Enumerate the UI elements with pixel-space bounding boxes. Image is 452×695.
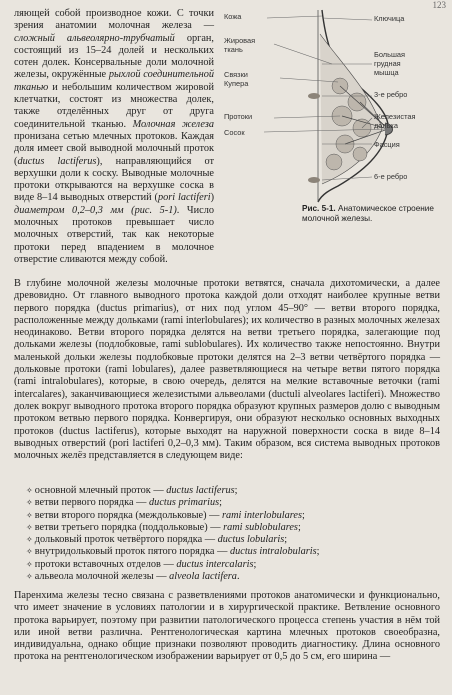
paragraph-intro xyxy=(14,8,214,266)
text-run: ) xyxy=(210,192,214,204)
text-run: и небольшим количеством жировой клетчатки, состоят из множества долек, также отделённых друг от друга соединительной тканью. xyxy=(14,81,214,130)
breast-anatomy-illustration xyxy=(222,4,452,204)
label-lobule: Железистая долька xyxy=(374,112,416,130)
text-italic: ductus lactiferus xyxy=(17,155,97,167)
list-item: ✧ ветви третьего порядка (поддольковые) — rami sublobulares; xyxy=(26,522,440,534)
text-italic: Молочная железа xyxy=(132,118,214,130)
list-item: ✧ дольковый проток четвёртого порядка — ductus lobularis; xyxy=(26,534,440,546)
label-rib3: 3-е ребро xyxy=(374,90,408,99)
list-item: ✧ протоки вставочных отделов — ductus intercalaris; xyxy=(26,559,440,571)
list-item: ✧ ветви второго порядка (междольковые) — rami interlobulares; xyxy=(26,510,440,522)
text-run: пронизана сетью млечных протоков. Каждая доля имеет свой выводной молочный проток ( xyxy=(14,130,214,167)
label-ligaments: Связки Купера xyxy=(224,70,249,88)
caption-number: Рис. 5-1. xyxy=(302,204,336,213)
label-rib6: 6-е ребро xyxy=(374,172,408,181)
label-ducts: Протоки xyxy=(224,112,253,121)
text-italic: pori lactiferi xyxy=(157,192,211,204)
page-number: 123 xyxy=(432,0,446,10)
list-item: ✧ основной млечный проток — ductus lactiferus; xyxy=(26,485,440,497)
caption-text: Анатомическое строение молочной железы. xyxy=(302,204,434,223)
list-item: ✧ внутридольковый проток пятого порядка — ductus intralobularis; xyxy=(26,546,440,558)
label-fat: Жировая ткань xyxy=(224,36,256,54)
text-italic: сложный альвеолярно-трубчатый xyxy=(14,32,175,44)
label-nipple: Сосок xyxy=(224,128,245,137)
label-skin: Кожа xyxy=(224,12,242,21)
figure-caption xyxy=(302,204,442,224)
text-run: ), направляющийся от верхушки доли к соску. Выводные молочные протоки открываются на верхушке соска в виде 8–14 выводных отверстий ( xyxy=(14,155,215,204)
text-italic: диаметром 0,2–0,3 мм (рис. 5-1) xyxy=(14,204,177,216)
duct-system-list xyxy=(26,485,440,583)
text-run: ляющей собой производное кожи. С точки зрения анатомии молочная железа — xyxy=(14,8,214,32)
label-clavicle: Ключица xyxy=(374,14,405,23)
breast-anatomy-figure xyxy=(222,4,452,294)
text-run: . Число молочных протоков превышает число молочных отверстий, так как некоторые протоки перед впадением в молочное отверстие сливаются между собой. xyxy=(14,204,214,265)
label-pectoralis: Большая грудная мышца xyxy=(374,50,406,77)
label-fascia: Фасция xyxy=(374,140,400,149)
text-italic: рыхлой соединительной тканью xyxy=(14,69,214,93)
paragraph-parenchyma: Паренхима железы тесно связана с разветвлениями протоков анатомически и функционально, что имеет значение в условиях патологии и в хирургической практике. Ветвление основного протока варьирует, поэтому при развитии патологического процесса степень участия в нём той или иной ветви различна. Рентгенологическая картина млечных протоков своеобразна, индивидуальна, однако общие признаки позволяют проводить диагностику. Длина основного протока на рентгенологическом изображении варьирует от 0,5 до 5 см, его ширина — xyxy=(14,590,440,663)
text-run: орган, состоящий из 15–24 долей и нескольких сотен долек. Консервальные доли молочной железы, окружённые xyxy=(14,32,214,81)
list-item: ✧ ветви первого порядка — ductus primarius; xyxy=(26,497,440,509)
list-item: ✧ альвеола молочной железы — alveola lactifera. xyxy=(26,571,440,583)
paragraph-branching: В глубине молочной железы молочные протоки ветвятся, сначала дихотомически, а далее древовидно. От главного выводного протока каждой доли отходят наиболее крупные ветви первого порядка (ductus primarius), от них под углом 45–90° — ветви второго порядка, расположенные между дольками (rami interlobulares); их количество в разных молочных железах неодинаково. Ветви второго порядка делятся на ветви третьего порядка, залегающие под дольками железы (подлобковые, rami sublobulares). Их количество также непостоянно. Внутри маленькой дольки железы подлобковые протоки делятся на 2–3 ветви четвёртого порядка — дольковые протоки (rami lobulares), далее разветвляющиеся на четыре ветви пятого порядка (rami intralobulares), которые, в свою очередь, делятся на мелкие вставочные веточки (rami intercalares), заканчивающиеся железистыми альвеолами (ductuli alveolares lactiferi). Множество долек вокруг выводного протока второго порядка образуют крупных размеров долю с выводным протоком ветвью первого порядка. Конвергируя, они образуют несколько основных выходных протоков (ductus lactiferus), которые выходят на наружной поверхности соска в виде 8–14 выводных отверстий (pori lactiferi 0,2–0,3 мм). Таким образом, вся система выводных протоков молочных желёз представляется в следующем виде: xyxy=(14,278,440,462)
